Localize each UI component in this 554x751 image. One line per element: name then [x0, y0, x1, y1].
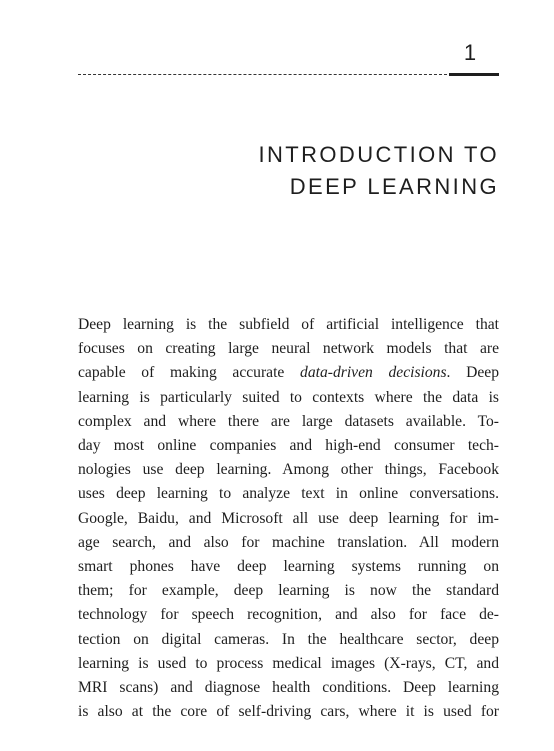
body-line: tection on digital cameras. In the healthcare sector, deep	[78, 630, 499, 648]
chapter-title	[99, 139, 499, 203]
header-dashed-rule	[78, 74, 447, 75]
body-line: is also at the core of self-driving cars, where it is used for	[78, 703, 499, 721]
body-line	[78, 361, 499, 385]
header-solid-rule	[449, 73, 499, 76]
body-line: Google, Baidu, and Microsoft all use deep learning for im-	[78, 509, 499, 527]
body-line: uses deep learning to analyze text in online conversations.	[78, 485, 499, 503]
body-line: age search, and also for machine translation. All modern	[78, 533, 499, 551]
body-line: technology for speech recognition, and also for face de-	[78, 606, 499, 624]
body-line: nologies use deep learning. Among other things, Facebook	[78, 461, 499, 479]
body-line: MRI scans) and diagnose health conditions. Deep learning	[78, 679, 499, 697]
body-line: them; for example, deep learning is now the standard	[78, 582, 499, 600]
body-line: learning is used to process medical images (X-rays, CT, and	[78, 654, 499, 672]
body-line: learning is particularly suited to contexts where the data is	[78, 388, 499, 406]
body-paragraph	[78, 313, 499, 724]
body-line: complex and where there are large datasets available. To-	[78, 412, 499, 430]
chapter-title-line-1: INTRODUCTION TO	[258, 141, 499, 167]
body-line: focuses on creating large neural network models that are	[78, 340, 499, 358]
body-line: Deep learning is the subfield of artificial intelligence that	[78, 316, 499, 333]
chapter-title-line-2: DEEP LEARNING	[289, 173, 499, 199]
chapter-number: 1	[463, 40, 477, 65]
emphasis-text: data-driven decisions	[300, 364, 447, 382]
body-line-text: capable of making accurate	[78, 364, 301, 382]
body-line: smart phones have deep learning systems running on	[78, 558, 499, 576]
body-line-text: . Deep	[446, 364, 500, 382]
body-line: day most online companies and high-end consumer tech-	[78, 437, 499, 455]
